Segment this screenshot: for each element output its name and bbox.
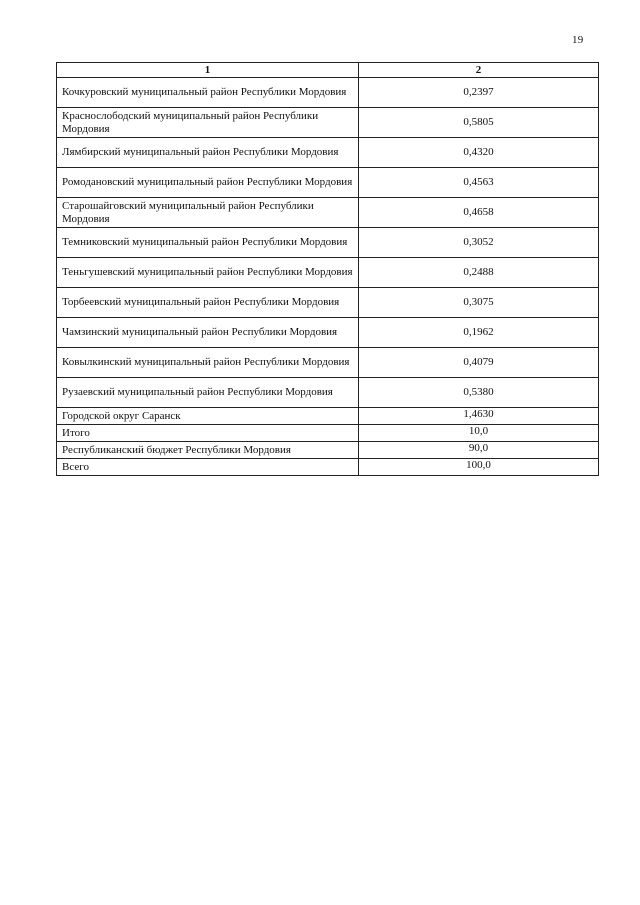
- row-name: Теньгушевский муниципальный район Республики Мордовия: [57, 258, 359, 288]
- row-value: 0,4079: [359, 348, 599, 378]
- row-name: Республиканский бюджет Республики Мордовия: [57, 442, 359, 459]
- row-name: Темниковский муниципальный район Республики Мордовия: [57, 228, 359, 258]
- table-row: [57, 288, 599, 318]
- distribution-table: [56, 62, 599, 476]
- table-row: [57, 442, 599, 459]
- table-row: [57, 258, 599, 288]
- row-value: 0,2488: [359, 258, 599, 288]
- row-name: Чамзинский муниципальный район Республики Мордовия: [57, 318, 359, 348]
- row-name: Всего: [57, 459, 359, 476]
- row-name: Ковылкинский муниципальный район Республики Мордовия: [57, 348, 359, 378]
- table-row: [57, 168, 599, 198]
- table-row: [57, 408, 599, 425]
- table-row: [57, 348, 599, 378]
- row-name: Городской округ Саранск: [57, 408, 359, 425]
- row-value: 0,4563: [359, 168, 599, 198]
- row-name: Кочкуровский муниципальный район Республики Мордовия: [57, 78, 359, 108]
- row-value: 0,5805: [359, 108, 599, 138]
- row-value: 0,5380: [359, 378, 599, 408]
- column-header-2: 2: [359, 63, 599, 78]
- row-value: 0,2397: [359, 78, 599, 108]
- row-value: 90,0: [359, 442, 599, 459]
- row-value: 0,1962: [359, 318, 599, 348]
- row-name: Лямбирский муниципальный район Республики Мордовия: [57, 138, 359, 168]
- table-row: [57, 138, 599, 168]
- row-value: 0,4320: [359, 138, 599, 168]
- row-value: 0,3075: [359, 288, 599, 318]
- row-name: Краснослободский муниципальный район Республики Мордовия: [57, 108, 359, 138]
- column-header-1: 1: [57, 63, 359, 78]
- row-name: Ромодановский муниципальный район Республики Мордовия: [57, 168, 359, 198]
- table-row: [57, 108, 599, 138]
- row-name: Итого: [57, 425, 359, 442]
- table-row: [57, 78, 599, 108]
- row-name: Торбеевский муниципальный район Республики Мордовия: [57, 288, 359, 318]
- table-row: [57, 198, 599, 228]
- page-number: 19: [572, 34, 584, 46]
- table-row: [57, 425, 599, 442]
- row-value: 100,0: [359, 459, 599, 476]
- row-name: Старошайговский муниципальный район Республики Мордовия: [57, 198, 359, 228]
- table-row: [57, 378, 599, 408]
- table-header-row: [57, 63, 599, 78]
- table-row: [57, 228, 599, 258]
- table-row: [57, 459, 599, 476]
- row-value: 0,3052: [359, 228, 599, 258]
- row-value: 10,0: [359, 425, 599, 442]
- row-name: Рузаевский муниципальный район Республики Мордовия: [57, 378, 359, 408]
- row-value: 1,4630: [359, 408, 599, 425]
- table-row: [57, 318, 599, 348]
- row-value: 0,4658: [359, 198, 599, 228]
